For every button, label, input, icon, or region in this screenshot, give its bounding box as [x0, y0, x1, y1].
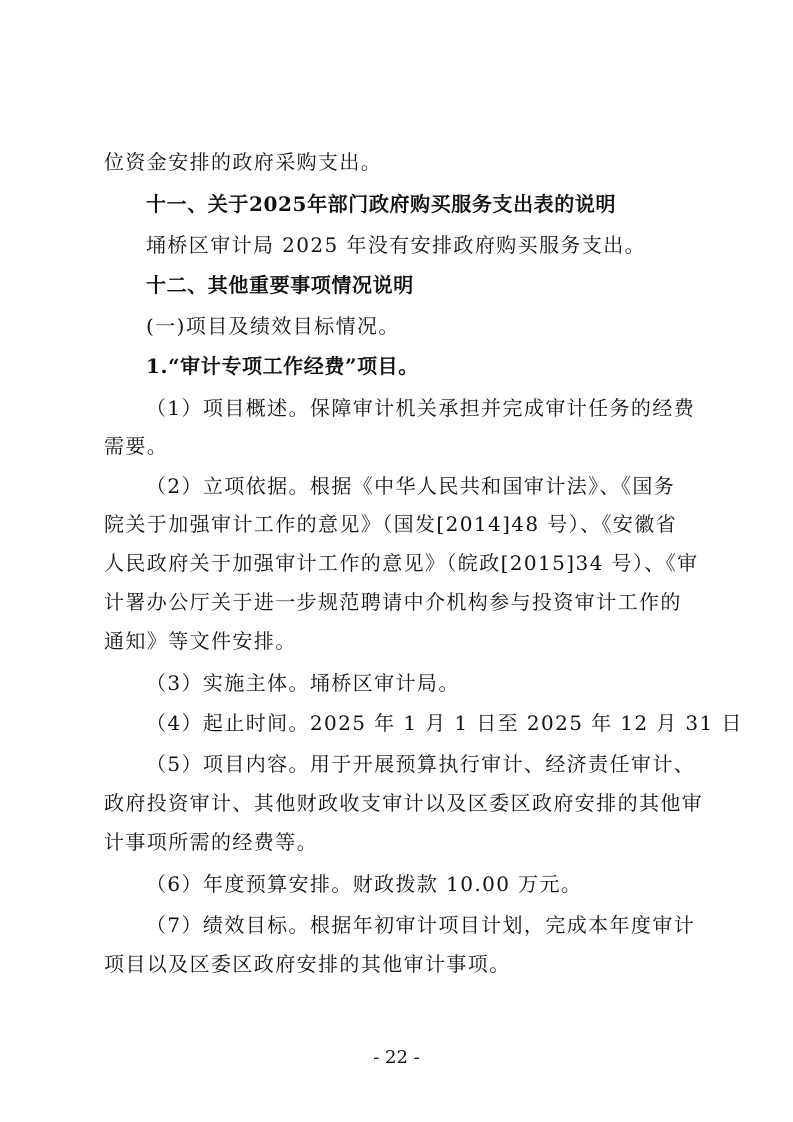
paragraph-line: 位资金安排的政府采购支出。 — [104, 150, 383, 174]
paragraph-line: （2）立项依据。根据《中华人民共和国审计法》、《国务 — [146, 474, 676, 498]
paragraph-line: 计署办公厅关于进一步规范聘请中介机构参与投资审计工作的 — [104, 590, 682, 614]
page-number: - 22 - — [373, 1047, 420, 1068]
paragraph-line: （1）项目概述。保障审计机关承担并完成审计任务的经费 — [146, 396, 696, 420]
paragraph-line: 埇桥区审计局 2025 年没有安排政府购买服务支出。 — [146, 233, 647, 257]
paragraph-line: （3）实施主体。埇桥区审计局。 — [146, 671, 460, 695]
section-heading-11: 十一、关于2025年部门政府购买服务支出表的说明 — [146, 192, 617, 216]
paragraph-line: 需要。 — [104, 434, 169, 458]
paragraph-line: 政府投资审计、其他财政收支审计以及区委区政府安排的其他审 — [104, 791, 704, 815]
section-heading-12: 十二、其他重要事项情况说明 — [146, 273, 414, 297]
paragraph-line: （7）绩效目标。根据年初审计项目计划，完成本年度审计 — [146, 913, 696, 937]
paragraph-line: 计事项所需的经费等。 — [104, 830, 318, 854]
project-title: 1.“审计专项工作经费”项目。 — [146, 354, 419, 378]
subsection-heading: (一)项目及绩效目标情况。 — [146, 314, 400, 338]
paragraph-line: （6）年度预算安排。财政拨款 10.00 万元。 — [146, 872, 583, 896]
paragraph-line: 项目以及区委区政府安排的其他审计事项。 — [104, 952, 511, 976]
paragraph-line: 人民政府关于加强审计工作的意见》（皖政[2015]34 号）、《审 — [104, 551, 699, 575]
paragraph-line: 院关于加强审计工作的意见》（国发[2014]48 号）、《安徽省 — [104, 512, 678, 536]
paragraph-line: （4）起止时间。2025 年 1 月 1 日至 2025 年 12 月 31 日 — [146, 711, 743, 735]
paragraph-line: （5）项目内容。用于开展预算执行审计、经济责任审计、 — [146, 752, 696, 776]
paragraph-line: 通知》等文件安排。 — [104, 629, 297, 653]
